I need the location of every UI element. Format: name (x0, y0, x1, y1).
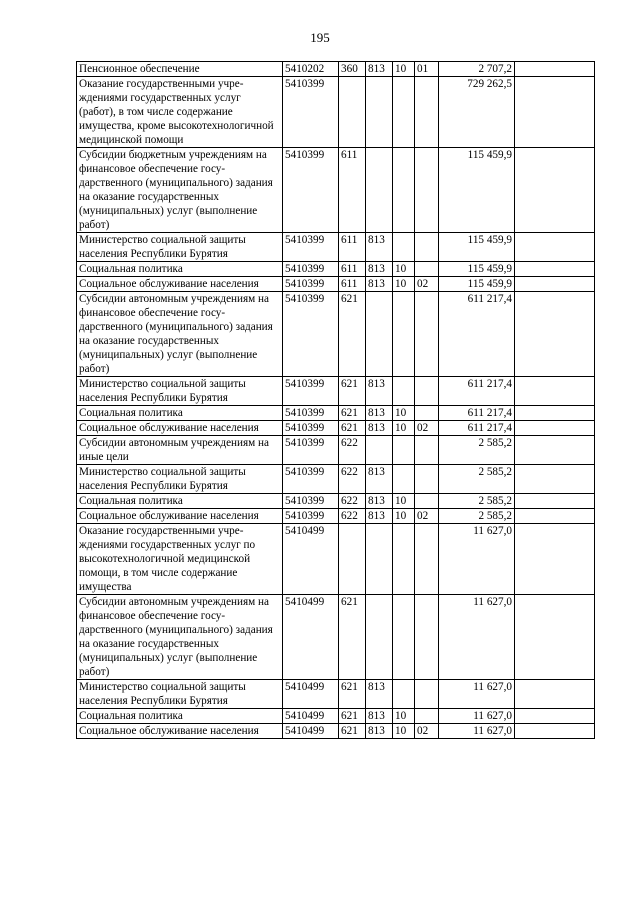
row-administrator-code (366, 595, 393, 680)
row-subsection: 02 (415, 277, 439, 292)
row-administrator-code: 813 (366, 421, 393, 436)
row-administrator-code (366, 524, 393, 595)
row-amount: 611 217,4 (439, 421, 515, 436)
row-amount: 2 585,2 (439, 509, 515, 524)
row-amount: 2 707,2 (439, 62, 515, 77)
row-target-code: 5410499 (283, 524, 339, 595)
row-administrator-code (366, 436, 393, 465)
row-subsection (415, 233, 439, 262)
row-section (393, 377, 415, 406)
row-empty-cell (515, 233, 595, 262)
row-subsection: 02 (415, 421, 439, 436)
row-empty-cell (515, 436, 595, 465)
row-amount: 729 262,5 (439, 77, 515, 148)
row-subsection (415, 406, 439, 421)
row-section: 10 (393, 406, 415, 421)
row-target-code: 5410202 (283, 62, 339, 77)
row-name: Социальная политика (77, 262, 283, 277)
row-subsection (415, 494, 439, 509)
row-administrator-code: 813 (366, 377, 393, 406)
row-empty-cell (515, 724, 595, 739)
row-empty-cell (515, 524, 595, 595)
table-row (77, 148, 595, 233)
table-row (77, 465, 595, 494)
row-target-code: 5410399 (283, 406, 339, 421)
row-target-code: 5410399 (283, 436, 339, 465)
row-empty-cell (515, 595, 595, 680)
row-subsection (415, 465, 439, 494)
row-expense-type: 621 (339, 709, 366, 724)
row-name: Социальное обслуживание населения (77, 421, 283, 436)
row-name: Оказание государственными учреждениями государственных услуг (работ), в том числе содержание имущества, кроме высокотехнологичной медицинской помощи (77, 77, 283, 148)
table-row (77, 436, 595, 465)
row-target-code: 5410399 (283, 465, 339, 494)
row-amount: 2 585,2 (439, 465, 515, 494)
row-name: Социальное обслуживание населения (77, 509, 283, 524)
row-expense-type: 360 (339, 62, 366, 77)
row-section: 10 (393, 494, 415, 509)
table-row (77, 680, 595, 709)
row-administrator-code: 813 (366, 262, 393, 277)
row-empty-cell (515, 509, 595, 524)
row-expense-type (339, 524, 366, 595)
row-expense-type: 622 (339, 465, 366, 494)
row-administrator-code: 813 (366, 277, 393, 292)
table-row (77, 724, 595, 739)
row-target-code: 5410499 (283, 724, 339, 739)
budget-table (76, 61, 595, 739)
row-subsection (415, 436, 439, 465)
row-section (393, 465, 415, 494)
row-name: Министерство социальной защиты населения Республики Бурятия (77, 680, 283, 709)
row-target-code: 5410399 (283, 233, 339, 262)
row-administrator-code (366, 292, 393, 377)
row-target-code: 5410399 (283, 277, 339, 292)
row-expense-type: 621 (339, 680, 366, 709)
row-section (393, 595, 415, 680)
row-subsection (415, 709, 439, 724)
row-section (393, 77, 415, 148)
row-amount: 115 459,9 (439, 148, 515, 233)
row-name: Субсидии бюджетным учреждениям на финансовое обеспечение государственного (муниципального) задания на оказание государственных (муниципальных) услуг (выполнение работ) (77, 148, 283, 233)
row-amount: 115 459,9 (439, 277, 515, 292)
row-section (393, 680, 415, 709)
row-subsection (415, 148, 439, 233)
row-section (393, 292, 415, 377)
row-amount: 2 585,2 (439, 436, 515, 465)
row-expense-type: 621 (339, 292, 366, 377)
row-expense-type: 611 (339, 277, 366, 292)
row-target-code: 5410499 (283, 709, 339, 724)
row-name: Субсидии автономным учреждениям на финансовое обеспечение государственного (муниципального) задания на оказание государственных (муниципальных) услуг (выполнение работ) (77, 595, 283, 680)
row-name: Социальная политика (77, 406, 283, 421)
row-empty-cell (515, 77, 595, 148)
row-expense-type: 611 (339, 233, 366, 262)
row-subsection (415, 77, 439, 148)
row-amount: 611 217,4 (439, 292, 515, 377)
table-row (77, 233, 595, 262)
row-target-code: 5410399 (283, 292, 339, 377)
row-subsection (415, 292, 439, 377)
row-expense-type: 621 (339, 595, 366, 680)
row-target-code: 5410399 (283, 377, 339, 406)
row-empty-cell (515, 292, 595, 377)
row-expense-type: 611 (339, 148, 366, 233)
row-empty-cell (515, 494, 595, 509)
row-amount: 11 627,0 (439, 524, 515, 595)
row-amount: 611 217,4 (439, 377, 515, 406)
row-section (393, 524, 415, 595)
row-name: Социальное обслуживание населения (77, 724, 283, 739)
row-name: Социальная политика (77, 494, 283, 509)
row-target-code: 5410399 (283, 509, 339, 524)
row-empty-cell (515, 277, 595, 292)
row-administrator-code (366, 148, 393, 233)
row-subsection (415, 595, 439, 680)
row-expense-type (339, 77, 366, 148)
row-section (393, 436, 415, 465)
row-subsection (415, 377, 439, 406)
row-administrator-code: 813 (366, 509, 393, 524)
row-expense-type: 621 (339, 724, 366, 739)
row-amount: 115 459,9 (439, 262, 515, 277)
row-section: 10 (393, 421, 415, 436)
row-administrator-code: 813 (366, 465, 393, 494)
row-name: Субсидии автономным учреждениям на финансовое обеспечение государственного (муниципального) задания на оказание государственных (муниципальных) услуг (выполнение работ) (77, 292, 283, 377)
row-subsection (415, 262, 439, 277)
row-section: 10 (393, 509, 415, 524)
row-name: Министерство социальной защиты населения Республики Бурятия (77, 465, 283, 494)
row-amount: 11 627,0 (439, 709, 515, 724)
row-name: Министерство социальной защиты населения Республики Бурятия (77, 233, 283, 262)
row-target-code: 5410399 (283, 148, 339, 233)
row-expense-type: 622 (339, 494, 366, 509)
row-subsection: 02 (415, 724, 439, 739)
row-administrator-code: 813 (366, 680, 393, 709)
row-subsection: 01 (415, 62, 439, 77)
row-administrator-code: 813 (366, 62, 393, 77)
row-target-code: 5410399 (283, 421, 339, 436)
row-name: Социальная политика (77, 709, 283, 724)
row-section (393, 233, 415, 262)
table-row (77, 77, 595, 148)
row-name: Субсидии автономным учреждениям на иные цели (77, 436, 283, 465)
row-empty-cell (515, 62, 595, 77)
row-subsection (415, 680, 439, 709)
row-empty-cell (515, 377, 595, 406)
row-empty-cell (515, 148, 595, 233)
row-administrator-code: 813 (366, 233, 393, 262)
row-section: 10 (393, 709, 415, 724)
table-row (77, 292, 595, 377)
table-row (77, 524, 595, 595)
page-number: 195 (310, 30, 330, 45)
row-empty-cell (515, 465, 595, 494)
row-amount: 115 459,9 (439, 233, 515, 262)
table-row (77, 595, 595, 680)
row-expense-type: 622 (339, 509, 366, 524)
row-target-code: 5410399 (283, 262, 339, 277)
table-row (77, 377, 595, 406)
row-name: Пенсионное обеспечение (77, 62, 283, 77)
row-empty-cell (515, 680, 595, 709)
row-amount: 11 627,0 (439, 724, 515, 739)
table-row (77, 262, 595, 277)
row-target-code: 5410499 (283, 680, 339, 709)
row-administrator-code (366, 77, 393, 148)
row-subsection: 02 (415, 509, 439, 524)
row-expense-type: 622 (339, 436, 366, 465)
table-row (77, 277, 595, 292)
row-section: 10 (393, 62, 415, 77)
table-row (77, 709, 595, 724)
row-amount: 11 627,0 (439, 680, 515, 709)
row-expense-type: 621 (339, 421, 366, 436)
row-section: 10 (393, 277, 415, 292)
row-section (393, 148, 415, 233)
table-row (77, 494, 595, 509)
table-row (77, 62, 595, 77)
table-row (77, 421, 595, 436)
row-administrator-code: 813 (366, 724, 393, 739)
row-amount: 611 217,4 (439, 406, 515, 421)
row-target-code: 5410399 (283, 494, 339, 509)
row-section: 10 (393, 262, 415, 277)
row-expense-type: 621 (339, 406, 366, 421)
row-target-code: 5410499 (283, 595, 339, 680)
row-empty-cell (515, 262, 595, 277)
row-empty-cell (515, 406, 595, 421)
budget-table-body (77, 62, 595, 739)
row-name: Министерство социальной защиты населения Республики Бурятия (77, 377, 283, 406)
row-name: Оказание государственными учреждениями государственных услуг по высокотехнологичной медицинской помощи, в том числе содержание имущества (77, 524, 283, 595)
row-amount: 11 627,0 (439, 595, 515, 680)
row-section: 10 (393, 724, 415, 739)
row-empty-cell (515, 709, 595, 724)
table-row (77, 406, 595, 421)
row-administrator-code: 813 (366, 406, 393, 421)
row-target-code: 5410399 (283, 77, 339, 148)
row-administrator-code: 813 (366, 709, 393, 724)
row-name: Социальное обслуживание населения (77, 277, 283, 292)
row-expense-type: 611 (339, 262, 366, 277)
row-amount: 2 585,2 (439, 494, 515, 509)
row-administrator-code: 813 (366, 494, 393, 509)
row-subsection (415, 524, 439, 595)
row-empty-cell (515, 421, 595, 436)
table-row (77, 509, 595, 524)
row-expense-type: 621 (339, 377, 366, 406)
